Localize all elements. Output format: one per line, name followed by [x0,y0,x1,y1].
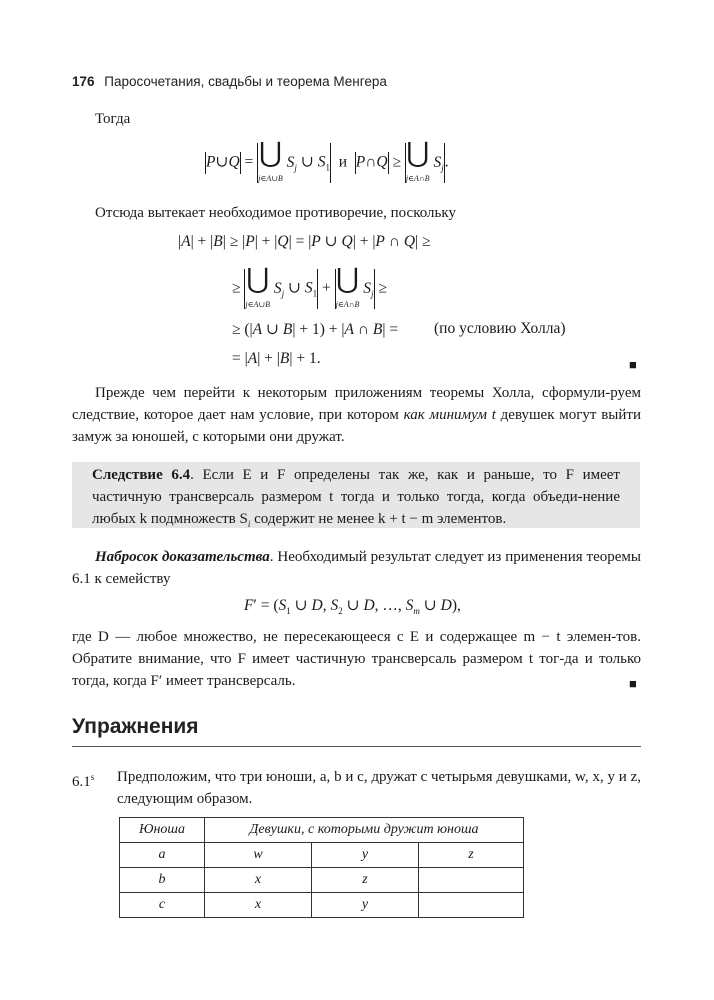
equation-union-intersection: P∪Q = ⋃ j∈A∪B $S_j$ ∪ $S_1$ и P∩Q ≥ ⋃ j∈A∩B $S_j$. [206,138,449,183]
corollary-body: . Если E и F определены так же, как и раньше, то F имеет частичную трансверсаль размером t тогда и только тогда, когда объеди-нение любых k подмножеств S [92,467,620,527]
corollary-box [72,462,640,528]
family-formula: $F' = (S_1$ ∪ D, $S_2$ ∪ D, …, $S_m$ ∪ D), [244,597,461,617]
section-rule [72,746,641,747]
intro-text-end: девушек могут выйти замуж за юношей, с которыми они дружат. [72,407,641,445]
corollary-body-end: содержит не менее k + t − m элементов. [250,511,507,527]
sketch-title: Набросок доказательства [95,549,270,565]
intro-text: Прежде чем перейти к некоторым приложениям теоремы Холла, сформули-руем следствие, которое дает нам условие, при котором [72,385,641,423]
corollary-text: Следствие 6.4. Если E и F определены так же, как и раньше, то F имеет частичную трансверсаль размером t тогда и только тогда, когда объеди-нение любых k подмножеств $S_i$ содержит не менее k + t − m элементов. [92,467,620,529]
qed-mark-2: ■ [629,676,637,691]
running-header [72,74,387,89]
sketch-paragraph [72,546,641,590]
table-header-cell: Юноша [120,818,205,843]
exercise-sup: s [90,772,95,782]
table-cell: b [120,868,205,893]
exercise-text: Предположим, что три юноши, a, b и c, дружат с четырьмя девушками, w, x, y и z, следующим образом. [117,769,641,807]
togda-text: Тогда [95,111,131,127]
hall-condition-note: (по условию Холла) [434,320,566,337]
corollary-title: Следствие 6.4 [92,467,191,483]
exercise-num: 6.1 [72,774,91,790]
section-title: Упражнения [72,715,199,738]
table-row [120,843,524,868]
table-row [120,868,524,893]
ineq-line-4: = |A| + |B| + 1. [232,350,321,367]
page-number: 176 [72,74,95,89]
ineq-line-2: ≥ ⋃ j∈A∪B $S_j$ ∪ $S_1$ + ⋃ j∈A∩B $S_j$ ≥ [232,264,387,309]
qed-mark: ■ [629,357,637,372]
table-header-row [120,818,524,843]
sketch-body: . Необходимый результат следует из применения теоремы 6.1 к семейству [72,549,641,587]
table-cell: c [120,893,205,918]
table-cell: z [419,843,524,868]
table-cell [419,893,524,918]
friendship-table [119,817,524,918]
ineq-line-1: |A| + |B| ≥ |P| + |Q| = |P ∪ Q| + |P ∩ Q| ≥ [178,233,431,250]
contradiction-text: Отсюда вытекает необходимое противоречие, поскольку [95,205,456,221]
intro-italic: как минимум t [403,407,496,423]
and-word: и [338,153,347,171]
intro-paragraph [72,382,641,448]
where-paragraph: где D — любое множество, не пересекающееся с E и содержащее m − t элемен-тов. Обратите внимание, что F имеет частичную трансверсаль размером t тог-да и только тогда, когда F′ имеет трансверсаль. [72,629,641,689]
table-cell: x [205,868,312,893]
table-header-cell: Девушки, с которыми дружит юноша [205,818,524,843]
exercise-number [72,766,94,793]
ineq-line-3: ≥ (|A ∪ B| + 1) + |A ∩ B| = [232,321,399,338]
table-cell: z [312,868,419,893]
table-cell: y [312,843,419,868]
running-title: Паросочетания, свадьбы и теорема Менгера [104,74,387,89]
table-cell: y [312,893,419,918]
table-row [120,893,524,918]
table-cell: a [120,843,205,868]
table-cell: w [205,843,312,868]
table-cell [419,868,524,893]
table-cell: x [205,893,312,918]
